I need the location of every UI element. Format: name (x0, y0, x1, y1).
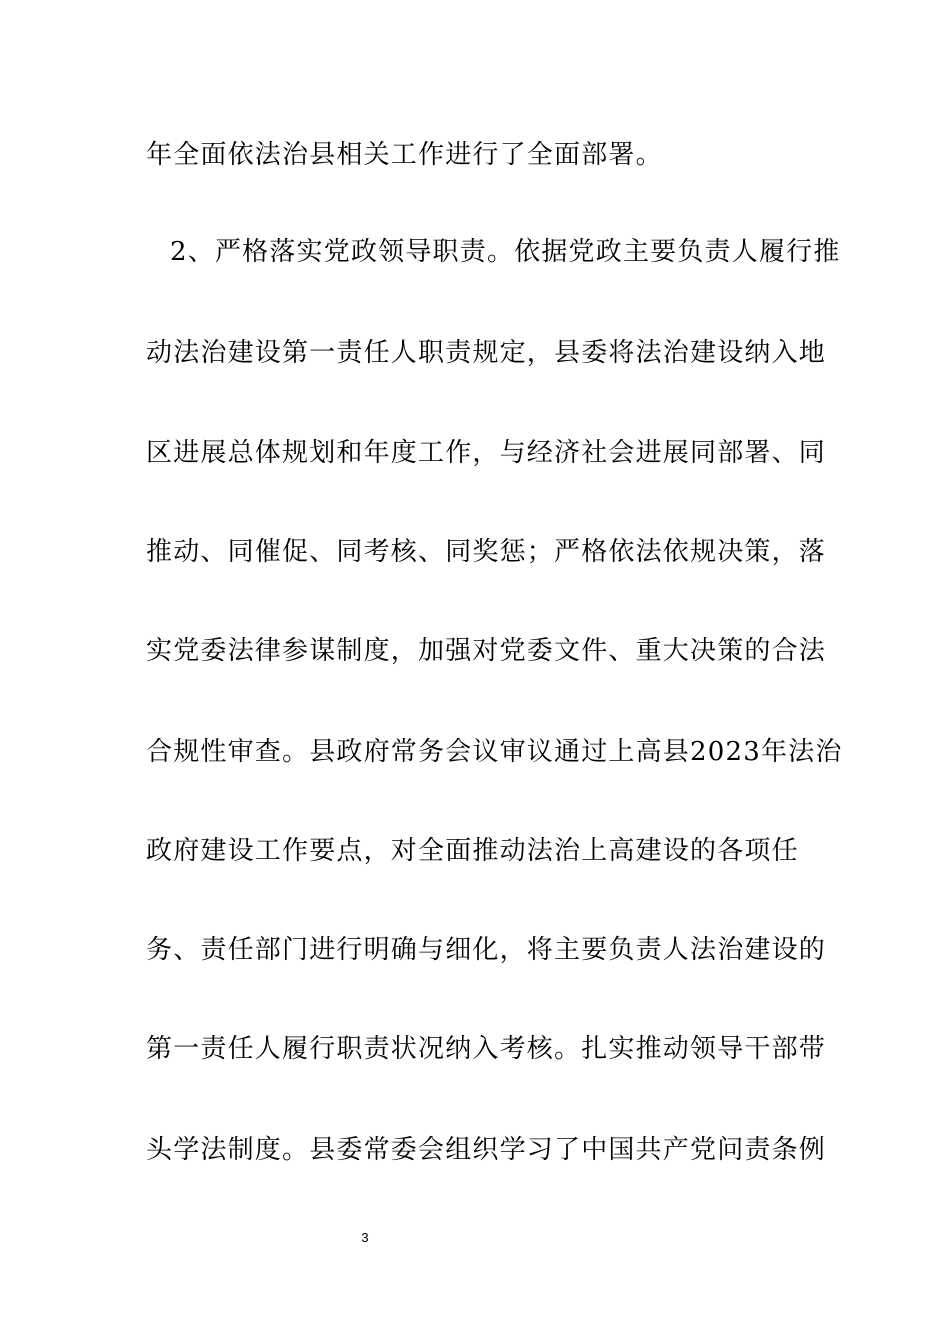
paragraph-line-5: 推动、同催促、同考核、同奖惩；严格依法依规决策，落 (146, 537, 827, 567)
paragraph-line-2: 2、严格落实党政领导职责。依据党政主要负责人履行推 (170, 237, 841, 267)
paragraph-line-7: 合规性审查。县政府常务会议审议通过上高县2023年法治 (146, 737, 843, 767)
paragraph-line-4: 区进展总体规划和年度工作，与经济社会进展同部署、同 (146, 438, 827, 468)
paragraph-line-11: 头学法制度。县委常委会组织学习了中国共产党问责条例 (146, 1135, 827, 1165)
paragraph-line-8: 政府建设工作要点，对全面推动法治上高建设的各项任 (146, 836, 799, 866)
paragraph-line-10: 第一责任人履行职责状况纳入考核。扎实推动领导干部带 (146, 1034, 827, 1064)
paragraph-line-9: 务、责任部门进行明确与细化，将主要负责人法治建设的 (146, 935, 827, 965)
page-number: 3 (361, 1230, 369, 1245)
paragraph-line-3: 动法治建设第一责任人职责规定，县委将法治建设纳入地 (146, 338, 827, 368)
paragraph-line-6: 实党委法律参谋制度，加强对党委文件、重大决策的合法 (146, 636, 827, 666)
paragraph-line-1: 年全面依法治县相关工作进行了全面部署。 (146, 140, 663, 170)
